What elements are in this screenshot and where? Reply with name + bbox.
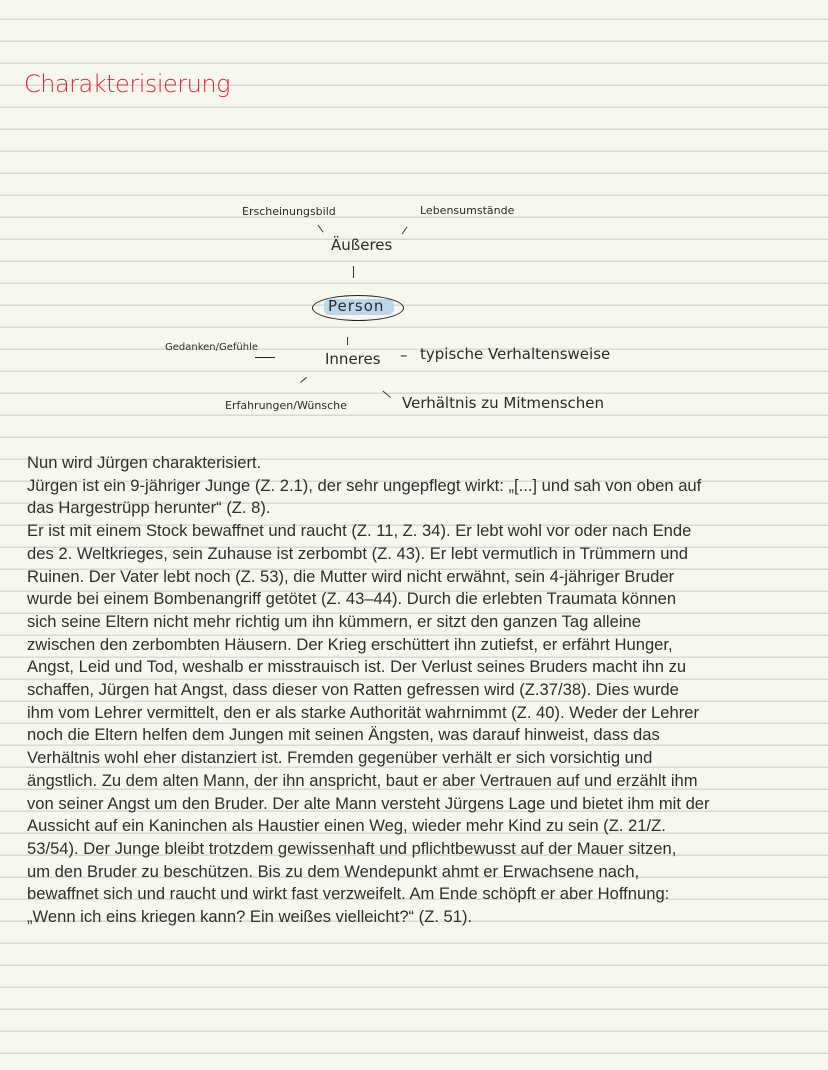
connector-line	[382, 390, 390, 397]
text-line: Nun wird Jürgen charakterisiert.	[27, 453, 262, 472]
connector-line	[318, 224, 324, 232]
text-line: Er ist mit einem Stock bewaffnet und raucht (Z. 11, Z. 34). Er lebt wohl vor oder nach Ende	[27, 521, 692, 541]
underline	[255, 357, 275, 358]
text-line: bewaffnet sich und raucht und wirkt fast verzweifelt. Am Ende schöpft er aber Hoffnung:	[27, 884, 670, 904]
text-line: Ruinen. Der Vater lebt noch (Z. 53), die Mutter wird nicht erwähnt, sein 4-jähriger Bruder	[27, 566, 675, 586]
text-line: Aussicht auf ein Kaninchen als Haustier einen Weg, wieder mehr Kind zu sein (Z. 21/Z.	[27, 816, 666, 836]
node-typische-verhaltensweise: typische Verhaltensweise	[420, 345, 611, 363]
text-line: des 2. Weltkrieges, sein Zuhause ist zerbombt (Z. 43). Er lebt vermutlich in Trümmern und	[27, 543, 688, 563]
text-line: „Wenn ich eins kriegen kann? Ein weißes vielleicht?“ (Z. 51).	[27, 907, 473, 927]
text-line: ängstlich. Zu dem alten Mann, der ihn anspricht, baut er aber Vertrauen auf und erzählt ihm	[27, 770, 698, 790]
page-title: Charakterisierung	[24, 70, 230, 98]
node-gedanken-gefuehle: Gedanken/Gefühle	[165, 342, 259, 353]
text-line: zwischen den zerbombten Häusern. Der Krieg erschüttert ihn zutiefst, er erfährt Hunger,	[27, 634, 673, 654]
connector-line	[353, 266, 354, 278]
node-lebensumstaende: Lebensumstände	[420, 204, 515, 217]
node-verhaeltnis-mitmenschen: Verhältnis zu Mitmenschen	[402, 394, 605, 412]
text-line: von seiner Angst um den Bruder. Der alte Mann versteht Jürgens Lage und bietet ihm mit der	[27, 793, 710, 813]
text-line: Angst, Leid und Tod, weshalb er misstrauisch ist. Der Verlust seines Bruders macht ihn zu	[27, 657, 687, 677]
text-line: 53/54). Der Junge bleibt trotzdem gewissenhaft und pflichtbewusst auf der Mauer sitzen,	[27, 838, 677, 858]
node-erfahrungen-wuensche: Erfahrungen/Wünsche	[225, 399, 347, 412]
text-line: ihm vom Lehrer vermittelt, den er als starke Authorität wahrnimmt (Z. 40). Weder der Lehrer	[27, 702, 699, 722]
text-line: sich seine Eltern nicht mehr richtig um ihn kümmern, er sitzt den ganzen Tag alleine	[27, 611, 641, 631]
text-line: um den Bruder zu beschützen. Bis zu dem Wendepunkt ahmt er Erwachsene nach,	[27, 861, 640, 881]
text-line: Jürgen ist ein 9-jähriger Junge (Z. 2.1), der sehr ungepflegt wirkt: „[...] und sah von oben auf	[27, 475, 702, 495]
dash: –	[400, 346, 408, 364]
text-line: wurde bei einem Bombenangriff getötet (Z. 43–44). Durch die erlebten Traumata können	[27, 589, 677, 609]
text-line: das Hargestrüpp herunter“ (Z. 8).	[27, 498, 271, 518]
connector-line	[347, 337, 348, 345]
characterization-text	[27, 452, 807, 929]
text-line: schaffen, Jürgen hat Angst, dass dieser von Ratten gefressen wird (Z.37/38). Dies wurde	[27, 680, 679, 700]
node-inneres: Inneres	[325, 350, 381, 368]
text-line: Verhältnis wohl eher distanziert ist. Fremden gegenüber verhält er sich vorsichtig und	[27, 748, 653, 768]
node-erscheinungsbild: Erscheinungsbild	[242, 205, 336, 218]
connector-line	[402, 226, 408, 234]
connector-line	[300, 377, 307, 383]
node-aeusseres: Äußeres	[331, 236, 393, 254]
text-line: noch die Eltern helfen dem Jungen mit seinen Ängsten, was darauf hinweist, dass das	[27, 725, 660, 745]
node-person: Person	[328, 297, 385, 315]
